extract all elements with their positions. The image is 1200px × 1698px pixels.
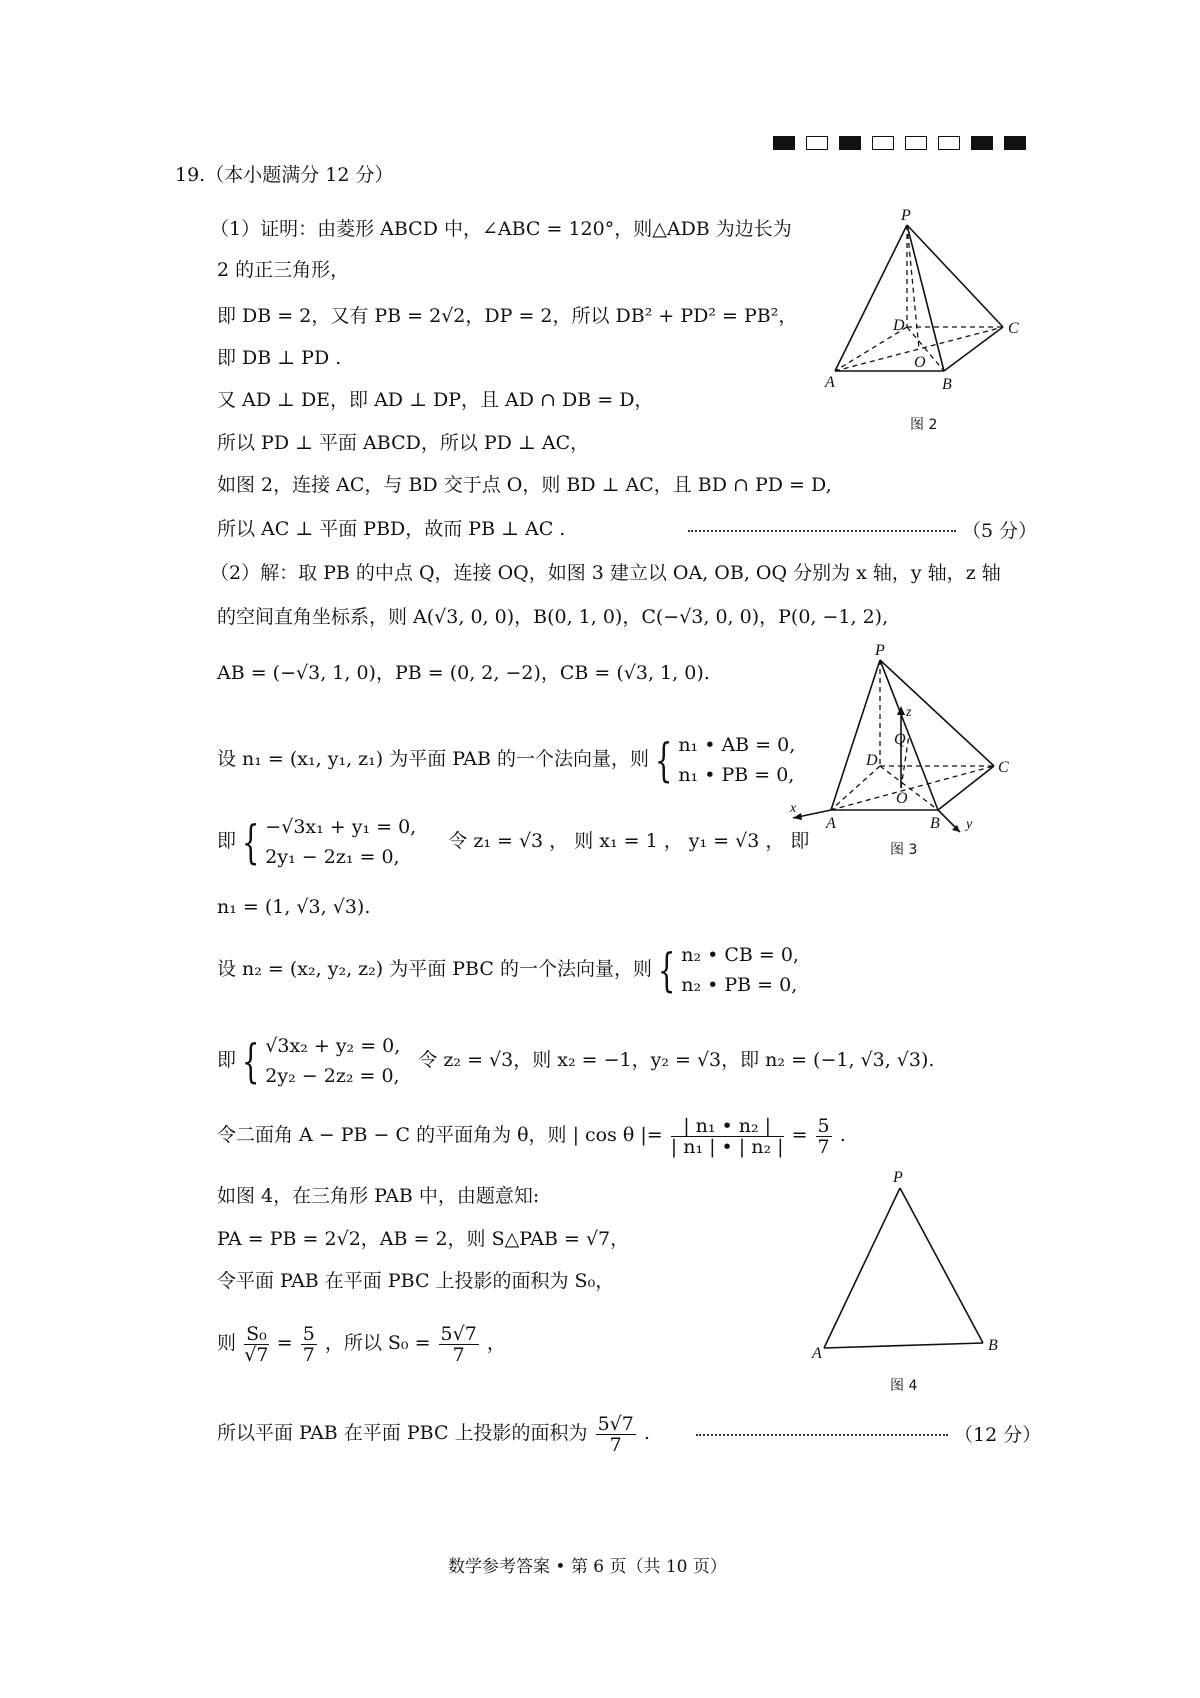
final-lead: 所以平面 PAB 在平面 PBC 上投影的面积为	[217, 1422, 588, 1444]
sys2-tail: 令 z₂ = √3，则 x₂ = −1，y₂ = √3，即 n₂ = (−1, √3, √3).	[418, 1049, 935, 1071]
system-1	[217, 806, 809, 876]
n2-system	[681, 940, 799, 1000]
part1-leader-dots	[688, 530, 956, 532]
figure-3	[790, 640, 1030, 865]
sys2-eq-2: 2y₂ − 2z₂ = 0,	[265, 1065, 400, 1087]
label-B: B	[930, 815, 940, 832]
sys1-lead: 即	[217, 830, 237, 852]
label-B: B	[942, 376, 952, 393]
part1-line-6: 所以 PD ⊥ 平面 ABCD，所以 PD ⊥ AC，	[217, 432, 590, 454]
ratio-value-den: 7	[302, 1343, 315, 1366]
ratio-end: ，	[486, 1332, 506, 1354]
sys2-lead: 即	[217, 1049, 237, 1071]
label-P: P	[875, 642, 885, 659]
system-2	[217, 1025, 934, 1095]
area-line: PA = PB = 2√2，AB = 2，则 S△PAB = √7，	[217, 1228, 630, 1250]
cos-value-num: 5	[817, 1114, 830, 1137]
s0-num: 5√7	[440, 1322, 477, 1345]
label-P: P	[901, 207, 911, 224]
part1-line-2: 2 的正三角形，	[217, 259, 350, 281]
caption-fig2: 图 2	[910, 417, 938, 433]
part2-line-2: 的空间直角坐标系，则 A(√3, 0, 0)，B(0, 1, 0)，C(−√3, 0, 0)，P(0, −1, 2),	[217, 606, 889, 628]
brace: {	[241, 815, 260, 869]
label-A: A	[826, 815, 836, 832]
label-O: O	[914, 354, 926, 371]
label-B: B	[988, 1337, 998, 1354]
edge-PB	[900, 1188, 983, 1343]
ratio-den: √7	[244, 1343, 269, 1366]
edge-BC	[944, 327, 1003, 371]
cos-line	[217, 1110, 846, 1160]
edge-PA	[835, 225, 907, 371]
edge-BC	[938, 766, 994, 810]
ratio-num: S₀	[246, 1322, 267, 1345]
label-C: C	[998, 759, 1009, 776]
part2-score: （12 分）	[954, 1424, 1042, 1446]
problem-header: 19.（本小题满分 12 分）	[175, 164, 394, 186]
brace: {	[241, 1034, 260, 1088]
filled-square-mark	[1004, 136, 1026, 150]
label-x: x	[790, 801, 797, 816]
ratio-value-num: 5	[302, 1322, 315, 1345]
cos-fraction	[671, 1116, 784, 1157]
sys2-equations	[265, 1031, 400, 1091]
figure-2	[820, 205, 1040, 445]
sys2-eq-1: √3x₂ + y₂ = 0,	[265, 1035, 401, 1057]
ratio-mid: ，所以 S₀ =	[324, 1332, 431, 1354]
header-marks	[773, 136, 1026, 150]
cos-value	[816, 1116, 832, 1157]
part2-line-1: （2）解：取 PB 的中点 Q，连接 OQ，如图 3 建立以 OA, OB, OQ 分别为 x 轴，y 轴，z 轴	[210, 562, 1001, 584]
label-D: D	[893, 317, 905, 334]
part1-line-1: （1）证明：由菱形 ABCD 中，∠ABC = 120°，则△ADB 为边长为	[210, 218, 792, 240]
cos-equals: =	[791, 1124, 808, 1146]
part1-line-7: 如图 2，连接 AC，与 BD 交于点 O，则 BD ⊥ AC，且 BD ∩ PD = D,	[217, 474, 832, 496]
edge-PC	[880, 660, 994, 766]
caption-fig4: 图 4	[890, 1378, 918, 1394]
s0-fraction	[439, 1324, 479, 1365]
n1-intro: 设 n₁ = (x₁, y₁, z₁) 为平面 PAB 的一个法向量，则	[217, 748, 650, 770]
page-footer: 数学参考答案 • 第 6 页（共 10 页）	[448, 1557, 727, 1577]
sys1-equations	[265, 812, 416, 872]
final-den: 7	[609, 1433, 622, 1456]
final-fraction	[596, 1414, 636, 1455]
part2-leader-dots	[696, 1434, 948, 1436]
part1-line-4: 即 DB ⊥ PD .	[217, 347, 342, 369]
edge-PA	[824, 1188, 900, 1348]
fig4-intro: 如图 4，在三角形 PAB 中，由题意知:	[217, 1185, 540, 1207]
filled-square-mark	[971, 136, 993, 150]
n2-setup	[217, 934, 799, 1004]
label-P: P	[893, 1169, 903, 1186]
n2-eq-2: n₂ • PB = 0,	[681, 974, 798, 996]
final-end: .	[643, 1422, 650, 1444]
hollow-square-mark	[938, 136, 960, 150]
n1-result: n₁ = (1, √3, √3).	[217, 896, 371, 918]
label-Q: Q	[894, 731, 906, 748]
brace: {	[654, 733, 673, 787]
cos-value-den: 7	[817, 1135, 830, 1158]
n1-eq-1: n₁ • AB = 0,	[678, 734, 796, 756]
edge-PA	[831, 660, 880, 810]
label-y: y	[966, 817, 973, 832]
ratio-value	[301, 1324, 317, 1365]
figure-4	[800, 1168, 1020, 1398]
n2-intro: 设 n₂ = (x₂, y₂, z₂) 为平面 PBC 的一个法向量，则	[217, 958, 652, 980]
hollow-square-mark	[905, 136, 927, 150]
sys1-eq-1: −√3x₁ + y₁ = 0,	[265, 816, 417, 838]
edge-AB	[824, 1343, 983, 1348]
label-A: A	[812, 1345, 822, 1362]
ratio-lead: 则	[217, 1332, 237, 1354]
sys1-eq-2: 2y₁ − 2z₁ = 0,	[265, 846, 400, 868]
projection-line: 令平面 PAB 在平面 PBC 上投影的面积为 S₀，	[217, 1270, 615, 1292]
label-O: O	[896, 790, 908, 807]
part2-vectors: AB = (−√3, 1, 0)，PB = (0, 2, −2)，CB = (√3, 1, 0).	[217, 662, 710, 684]
part1-line-8: 所以 AC ⊥ 平面 PBD，故而 PB ⊥ AC .	[217, 518, 566, 540]
edge-AC	[831, 766, 994, 810]
part1-line-3: 即 DB = 2，又有 PB = 2√2，DP = 2，所以 DB² + PD² = PB²，	[217, 305, 798, 327]
n1-system	[678, 730, 795, 790]
final-line	[217, 1408, 650, 1458]
edge-PO	[907, 225, 919, 349]
cos-end: .	[839, 1124, 846, 1146]
caption-fig3: 图 3	[890, 842, 918, 858]
label-C: C	[1008, 320, 1019, 337]
n2-eq-1: n₂ • CB = 0,	[681, 944, 800, 966]
part1-score: （5 分）	[962, 520, 1038, 542]
cos-denominator: | n₁ | • | n₂ |	[670, 1135, 784, 1158]
sys1-tail: 令 z₁ = √3 ， 则 x₁ = 1 ， y₁ = √3 ， 即	[448, 830, 810, 852]
n1-eq-2: n₁ • PB = 0,	[678, 764, 795, 786]
ratio-line	[217, 1318, 506, 1368]
part1-line-5: 又 AD ⊥ DE，即 AD ⊥ DP，且 AD ∩ DB = D，	[217, 389, 654, 411]
label-D: D	[866, 752, 878, 769]
ratio-equals: =	[276, 1332, 293, 1354]
label-z: z	[906, 705, 912, 720]
label-A: A	[825, 374, 835, 391]
cos-lead: 令二面角 A − PB − C 的平面角为 θ，则 | cos θ |=	[217, 1124, 663, 1146]
s0-den: 7	[452, 1343, 465, 1366]
hollow-square-mark	[806, 136, 828, 150]
filled-square-mark	[839, 136, 861, 150]
brace: {	[657, 943, 676, 997]
hollow-square-mark	[872, 136, 894, 150]
edge-PC	[907, 225, 1003, 327]
filled-square-mark	[773, 136, 795, 150]
ratio-fraction	[244, 1324, 269, 1365]
cos-numerator: | n₁ • n₂ |	[671, 1116, 784, 1137]
final-num: 5√7	[597, 1412, 634, 1435]
n1-setup	[217, 724, 795, 794]
